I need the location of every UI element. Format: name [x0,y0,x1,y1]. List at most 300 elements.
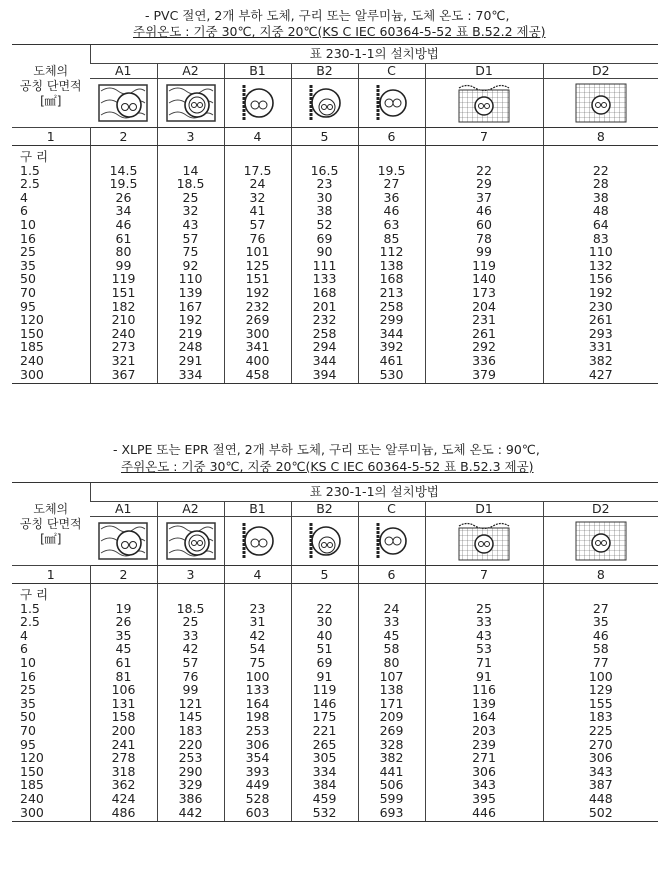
ampacity-cell: 261 [543,313,658,327]
ampacity-cell: 77 [543,656,658,670]
table-row [12,272,658,286]
ampacity-cell: 75 [224,656,291,670]
ampacity-cell: 43 [157,218,224,232]
cross-section-cell: 300 [12,368,90,384]
xlpe-method-b2: B2 [291,502,358,517]
ampacity-cell: 201 [291,300,358,314]
ampacity-cell: 64 [543,218,658,232]
pvc-method-b2: B2 [291,64,358,79]
ampacity-cell: 106 [90,683,157,697]
ampacity-cell: 33 [157,629,224,643]
ampacity-cell: 42 [224,629,291,643]
ampacity-cell: 265 [291,738,358,752]
ampacity-cell: 24 [358,602,425,616]
table-row [12,806,658,822]
ampacity-cell: 19.5 [90,177,157,191]
ampacity-cell: 459 [291,792,358,806]
ampacity-cell: 156 [543,272,658,286]
cross-section-cell: 120 [20,750,44,766]
ampacity-cell: 239 [425,738,543,752]
ampacity-cell: 43 [425,629,543,643]
ampacity-cell: 241 [90,738,157,752]
xlpe-colnum-3: 3 [157,566,224,584]
insulated-wall-conduit-icon [98,83,148,123]
ampacity-cell: 367 [90,368,157,384]
ampacity-cell: 343 [543,765,658,779]
ampacity-cell: 28 [543,177,658,191]
ampacity-cell: 110 [157,272,224,286]
table-row [12,327,658,341]
ampacity-cell: 258 [291,327,358,341]
ampacity-cell: 61 [90,656,157,670]
xlpe-method-d2: D2 [543,502,658,517]
ampacity-cell: 446 [425,806,543,822]
ampacity-cell: 599 [358,792,425,806]
table-row [12,313,658,327]
ampacity-cell: 183 [543,710,658,724]
ampacity-cell: 138 [358,683,425,697]
xlpe-c-diagram [358,517,425,566]
ampacity-cell: 261 [425,327,543,341]
ampacity-cell: 395 [425,792,543,806]
table-row [12,368,658,384]
ampacity-cell: 51 [291,642,358,656]
ampacity-cell: 173 [425,286,543,300]
cross-section-cell: 95 [20,736,36,752]
ampacity-cell: 442 [157,806,224,822]
ampacity-cell: 26 [90,615,157,629]
table-row [12,765,658,779]
ampacity-cell: 269 [224,313,291,327]
xlpe-method-a1: A1 [90,502,157,517]
ampacity-cell: 321 [90,354,157,368]
pvc-method-a1: A1 [90,64,157,79]
cross-section-cell: 35 [20,257,36,273]
ampacity-cell: 99 [90,259,157,273]
ampacity-cell: 387 [543,778,658,792]
ampacity-cell: 182 [90,300,157,314]
ampacity-cell: 34 [90,204,157,218]
wall-clipped-cable-icon [372,521,412,561]
ampacity-cell: 46 [543,629,658,643]
ampacity-cell: 54 [224,642,291,656]
xlpe-b2-diagram [291,517,358,566]
xlpe-colnum-6: 6 [358,566,425,584]
ampacity-cell: 41 [224,204,291,218]
ampacity-cell: 24 [224,177,291,191]
ampacity-cell: 110 [543,245,658,259]
table-row [12,191,658,205]
ampacity-cell: 17.5 [224,164,291,178]
xlpe-colnum-8: 8 [543,566,658,584]
ampacity-cell: 192 [543,286,658,300]
ampacity-cell: 32 [157,204,224,218]
ampacity-cell: 329 [157,778,224,792]
ampacity-cell: 78 [425,232,543,246]
cross-section-cell: 1.5 [20,600,40,616]
ampacity-cell: 230 [543,300,658,314]
ampacity-cell: 225 [543,724,658,738]
ampacity-cell: 133 [224,683,291,697]
wall-conduit-cable-icon [305,83,345,123]
ampacity-cell: 271 [425,751,543,765]
xlpe-d2-diagram [543,517,658,566]
xlpe-a2-diagram [157,517,224,566]
ampacity-cell: 155 [543,697,658,711]
ampacity-cell: 100 [543,670,658,684]
pvc-b1-diagram [224,79,291,128]
xlpe-ampacity-table [12,482,658,822]
table-row [12,710,658,724]
ampacity-cell: 76 [157,670,224,684]
ampacity-cell: 19.5 [358,164,425,178]
xlpe-method-a2: A2 [157,502,224,517]
xlpe-colnum-5: 5 [291,566,358,584]
stub-line1: 도체의 [33,63,69,78]
ampacity-cell: 29 [425,177,543,191]
ampacity-cell: 37 [425,191,543,205]
ampacity-cell: 392 [358,340,425,354]
table-row [12,724,658,738]
ampacity-cell: 382 [543,354,658,368]
ampacity-cell: 151 [90,286,157,300]
ampacity-cell: 292 [425,340,543,354]
table-row [12,245,658,259]
ampacity-cell: 145 [157,710,224,724]
pvc-super-header: 표 230-1-1의 설치방법 [90,45,658,64]
ampacity-cell: 139 [425,697,543,711]
stub-unit: [㎟] [40,93,62,108]
ampacity-cell: 151 [224,272,291,286]
xlpe-method-d1: D1 [425,502,543,517]
ampacity-cell: 57 [157,232,224,246]
ampacity-cell: 90 [291,245,358,259]
ampacity-cell: 23 [291,177,358,191]
ampacity-cell: 192 [224,286,291,300]
pvc-caption-line1: - PVC 절연, 2개 부하 도체, 구리 또는 알루미늄, 도체 온도 : 70℃, [145,8,510,23]
ampacity-cell: 116 [425,683,543,697]
xlpe-caption-line2 [121,459,534,475]
xlpe-section [0,438,665,883]
pvc-colnum-5: 5 [291,128,358,146]
ampacity-cell: 61 [90,232,157,246]
ampacity-cell: 400 [224,354,291,368]
insulated-wall-conduit-icon [98,521,148,561]
ampacity-cell: 22 [425,164,543,178]
cross-section-cell: 25 [20,244,36,260]
table-row [12,615,658,629]
ampacity-cell: 63 [358,218,425,232]
wall-conduit-cable-icon [305,521,345,561]
xlpe-b1-diagram [224,517,291,566]
cross-section-cell: 240 [20,352,44,368]
ampacity-cell: 18.5 [157,177,224,191]
cross-section-cell: 50 [20,709,36,725]
ampacity-cell: 19 [90,602,157,616]
ampacity-cell: 305 [291,751,358,765]
ampacity-cell: 168 [358,272,425,286]
ampacity-cell: 18.5 [157,602,224,616]
pvc-section-row [12,146,658,164]
pvc-method-d2: D2 [543,64,658,79]
ampacity-cell: 40 [291,629,358,643]
cross-section-cell: 70 [20,722,36,738]
ampacity-cell: 693 [358,806,425,822]
ampacity-cell: 133 [291,272,358,286]
ampacity-cell: 293 [543,327,658,341]
ampacity-cell: 22 [543,164,658,178]
pvc-c-diagram [358,79,425,128]
stub-line2: 공칭 단면적 [19,78,82,93]
ampacity-cell: 449 [224,778,291,792]
xlpe-section-label: 구 리 [20,587,49,602]
cross-section-cell: 300 [12,806,90,822]
cross-section-cell: 70 [20,284,36,300]
ampacity-cell: 158 [90,710,157,724]
cross-section-cell: 185 [20,777,44,793]
ampacity-cell: 119 [291,683,358,697]
ampacity-cell: 231 [425,313,543,327]
ampacity-cell: 200 [90,724,157,738]
insulated-wall-cable-icon [166,83,216,123]
cross-section-cell: 16 [20,230,36,246]
pvc-colnum-1: 1 [12,128,90,146]
ampacity-cell: 354 [224,751,291,765]
ampacity-cell: 306 [425,765,543,779]
pvc-colnum-8: 8 [543,128,658,146]
cross-section-cell: 1.5 [20,162,40,178]
ampacity-cell: 91 [425,670,543,684]
xlpe-d1-diagram [425,517,543,566]
ampacity-cell: 269 [358,724,425,738]
ampacity-cell: 119 [90,272,157,286]
ampacity-cell: 125 [224,259,291,273]
ampacity-cell: 129 [543,683,658,697]
xlpe-method-c: C [358,502,425,517]
cross-section-cell: 150 [20,763,44,779]
ampacity-cell: 32 [224,191,291,205]
stub-line2: 공칭 단면적 [19,516,82,531]
ampacity-cell: 203 [425,724,543,738]
pvc-a2-diagram [157,79,224,128]
ampacity-cell: 273 [90,340,157,354]
ampacity-cell: 119 [425,259,543,273]
cross-section-cell: 6 [20,203,28,219]
pvc-caption-line2 [133,24,546,40]
xlpe-caption-line2-text: 주위온도 : 기중 30℃, 지중 20℃(KS C IEC 60364-5-52 표 B.52.3 제공) [121,459,534,474]
ampacity-cell: 27 [543,602,658,616]
ampacity-cell: 107 [358,670,425,684]
xlpe-table-body [12,584,658,822]
buried-duct-icon [457,520,511,562]
xlpe-a1-diagram [90,517,157,566]
ampacity-cell: 57 [157,656,224,670]
pvc-colnum-6: 6 [358,128,425,146]
ampacity-cell: 52 [291,218,358,232]
ampacity-cell: 60 [425,218,543,232]
ampacity-cell: 334 [157,368,224,384]
cross-section-cell: 240 [20,790,44,806]
ampacity-cell: 46 [358,204,425,218]
ampacity-cell: 138 [358,259,425,273]
pvc-method-b1: B1 [224,64,291,79]
ampacity-cell: 85 [358,232,425,246]
ampacity-cell: 140 [425,272,543,286]
ampacity-cell: 58 [543,642,658,656]
cross-section-cell: 35 [20,695,36,711]
pvc-a1-diagram [90,79,157,128]
ampacity-cell: 528 [224,792,291,806]
xlpe-colnum-1: 1 [12,566,90,584]
ampacity-cell: 171 [358,697,425,711]
ampacity-cell: 101 [224,245,291,259]
ampacity-cell: 58 [358,642,425,656]
xlpe-section-row [12,584,658,602]
ampacity-cell: 530 [358,368,425,384]
buried-cable-icon [574,82,628,124]
ampacity-cell: 45 [358,629,425,643]
table-row [12,204,658,218]
ampacity-cell: 219 [157,327,224,341]
ampacity-cell: 334 [291,765,358,779]
ampacity-cell: 164 [425,710,543,724]
pvc-b2-diagram [291,79,358,128]
cross-section-cell: 6 [20,641,28,657]
ampacity-cell: 111 [291,259,358,273]
ampacity-cell: 448 [543,792,658,806]
ampacity-cell: 213 [358,286,425,300]
ampacity-cell: 506 [358,778,425,792]
cross-section-cell: 10 [20,654,36,670]
cross-section-cell: 2.5 [20,176,40,192]
ampacity-cell: 344 [291,354,358,368]
pvc-d1-diagram [425,79,543,128]
ampacity-cell: 192 [157,313,224,327]
ampacity-cell: 131 [90,697,157,711]
ampacity-cell: 168 [291,286,358,300]
ampacity-cell: 91 [291,670,358,684]
ampacity-cell: 75 [157,245,224,259]
table-row [12,164,658,178]
ampacity-cell: 220 [157,738,224,752]
ampacity-cell: 48 [543,204,658,218]
table-row [12,683,658,697]
table-row [12,218,658,232]
ampacity-cell: 46 [90,218,157,232]
ampacity-cell: 139 [157,286,224,300]
ampacity-cell: 331 [543,340,658,354]
ampacity-cell: 502 [543,806,658,822]
ampacity-cell: 25 [157,615,224,629]
ampacity-cell: 290 [157,765,224,779]
table-row [12,232,658,246]
ampacity-cell: 221 [291,724,358,738]
ampacity-cell: 427 [543,368,658,384]
table-row [12,792,658,806]
cross-section-cell: 10 [20,216,36,232]
ampacity-cell: 30 [291,615,358,629]
ampacity-cell: 80 [358,656,425,670]
ampacity-cell: 38 [543,191,658,205]
ampacity-cell: 23 [224,602,291,616]
table-row [12,629,658,643]
ampacity-cell: 57 [224,218,291,232]
ampacity-cell: 318 [90,765,157,779]
ampacity-cell: 22 [291,602,358,616]
ampacity-cell: 209 [358,710,425,724]
table-row [12,354,658,368]
cross-section-cell: 25 [20,682,36,698]
table-row [12,697,658,711]
pvc-stub-header [12,45,90,128]
ampacity-cell: 14 [157,164,224,178]
xlpe-colnum-4: 4 [224,566,291,584]
ampacity-cell: 278 [90,751,157,765]
pvc-ampacity-table [12,44,658,384]
stub-unit: [㎟] [40,531,62,546]
ampacity-cell: 92 [157,259,224,273]
ampacity-cell: 175 [291,710,358,724]
xlpe-method-b1: B1 [224,502,291,517]
ampacity-cell: 344 [358,327,425,341]
xlpe-colnum-7: 7 [425,566,543,584]
ampacity-cell: 36 [358,191,425,205]
ampacity-cell: 16.5 [291,164,358,178]
ampacity-cell: 69 [291,656,358,670]
ampacity-cell: 35 [543,615,658,629]
ampacity-cell: 336 [425,354,543,368]
ampacity-cell: 25 [425,602,543,616]
ampacity-cell: 362 [90,778,157,792]
pvc-section [0,0,665,430]
ampacity-cell: 71 [425,656,543,670]
ampacity-cell: 100 [224,670,291,684]
ampacity-cell: 53 [425,642,543,656]
ampacity-cell: 253 [224,724,291,738]
ampacity-cell: 204 [425,300,543,314]
ampacity-cell: 33 [358,615,425,629]
cross-section-cell: 185 [20,339,44,355]
table-row [12,300,658,314]
pvc-method-d1: D1 [425,64,543,79]
ampacity-cell: 253 [157,751,224,765]
ampacity-cell: 80 [90,245,157,259]
table-row [12,602,658,616]
ampacity-cell: 38 [291,204,358,218]
xlpe-super-header: 표 230-1-1의 설치방법 [90,483,658,502]
ampacity-cell: 99 [425,245,543,259]
xlpe-caption-line1: - XLPE 또는 EPR 절연, 2개 부하 도체, 구리 또는 알루미늄, 도체 온도 : 90℃, [113,442,540,457]
ampacity-cell: 603 [224,806,291,822]
ampacity-cell: 198 [224,710,291,724]
pvc-table-body [12,146,658,384]
ampacity-cell: 35 [90,629,157,643]
ampacity-cell: 31 [224,615,291,629]
buried-cable-icon [574,520,628,562]
ampacity-cell: 30 [291,191,358,205]
pvc-d2-diagram [543,79,658,128]
cross-section-cell: 16 [20,668,36,684]
table-row [12,286,658,300]
pvc-caption-line2-text: 주위온도 : 기중 30℃, 지중 20℃(KS C IEC 60364-5-52 표 B.52.2 제공) [133,24,546,39]
ampacity-cell: 394 [291,368,358,384]
ampacity-cell: 26 [90,191,157,205]
ampacity-cell: 164 [224,697,291,711]
ampacity-cell: 300 [224,327,291,341]
ampacity-cell: 112 [358,245,425,259]
ampacity-cell: 343 [425,778,543,792]
ampacity-cell: 27 [358,177,425,191]
